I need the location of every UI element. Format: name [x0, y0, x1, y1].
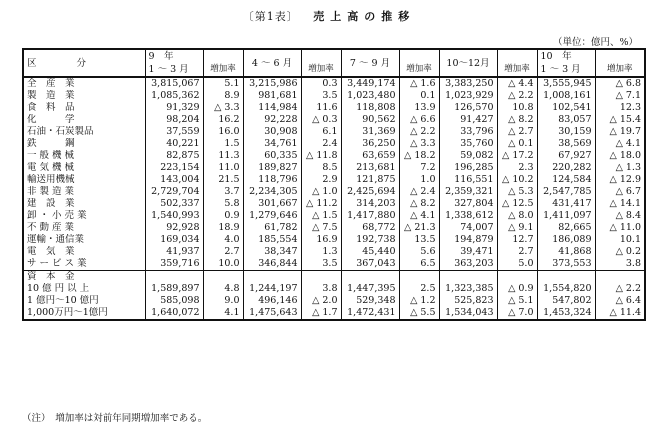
table-row — [23, 90, 645, 102]
value-cell: 126,570 — [439, 102, 497, 114]
rate-cell: △ 3.3 — [399, 138, 439, 150]
rate-cell: △ 1.5 — [301, 210, 341, 222]
value-cell — [537, 271, 595, 284]
rate-cell: △ 0.9 — [497, 283, 537, 295]
rate-cell: △ 12.9 — [595, 174, 645, 186]
header-period-5-line1: 10 年 — [540, 51, 572, 62]
value-cell: 3,383,250 — [439, 77, 497, 90]
value-cell: 31,369 — [341, 126, 399, 138]
rate-cell: △ 18.2 — [399, 150, 439, 162]
rate-cell: △ 6.4 — [595, 295, 645, 307]
rate-cell: 3.5 — [301, 90, 341, 102]
value-cell: 40,221 — [145, 138, 203, 150]
rate-cell: △ 6.6 — [399, 114, 439, 126]
rate-cell — [203, 271, 243, 284]
value-cell: 116,551 — [439, 174, 497, 186]
value-cell: 1,008,161 — [537, 90, 595, 102]
value-cell: 529,348 — [341, 295, 399, 307]
value-cell: 186,089 — [537, 234, 595, 246]
header-rate-3: 増加率 — [399, 49, 439, 77]
value-cell: 196,285 — [439, 162, 497, 174]
value-cell: 192,738 — [341, 234, 399, 246]
row-label: 10 億 円 以 上 — [23, 283, 145, 295]
row-label: 化 学 — [23, 114, 145, 126]
row-label: サ ー ビ ス 業 — [23, 258, 145, 271]
value-cell: 1,475,643 — [243, 307, 301, 320]
row-label: 輸送用機械 — [23, 174, 145, 186]
rate-cell: △ 18.0 — [595, 150, 645, 162]
value-cell: 33,796 — [439, 126, 497, 138]
rate-cell — [595, 271, 645, 284]
value-cell: 2,234,305 — [243, 186, 301, 198]
value-cell: 3,555,945 — [537, 77, 595, 90]
rate-cell: 0.9 — [203, 210, 243, 222]
table-main-title: 売上高の推移 — [313, 10, 416, 23]
rate-cell: △ 6.8 — [595, 77, 645, 90]
row-label: 1 億円～10 億円 — [23, 295, 145, 307]
header-category: 区分 — [23, 49, 145, 77]
value-cell: 981,681 — [243, 90, 301, 102]
row-label: 一 般 機 械 — [23, 150, 145, 162]
row-label: 非 製 造 業 — [23, 186, 145, 198]
table-body — [23, 77, 645, 320]
rate-cell: △ 0.1 — [497, 138, 537, 150]
rate-cell: △ 6.7 — [595, 186, 645, 198]
value-cell: 1,085,362 — [145, 90, 203, 102]
rate-cell: △ 0.3 — [301, 114, 341, 126]
table-row — [23, 234, 645, 246]
table-row — [23, 126, 645, 138]
rate-cell: 11.6 — [301, 102, 341, 114]
value-cell: 1,323,385 — [439, 283, 497, 295]
rate-cell: △ 4.1 — [595, 138, 645, 150]
value-cell: 189,827 — [243, 162, 301, 174]
table-row — [23, 198, 645, 210]
value-cell: 1,279,646 — [243, 210, 301, 222]
rate-cell: △ 19.7 — [595, 126, 645, 138]
value-cell: 359,716 — [145, 258, 203, 271]
value-cell: 169,034 — [145, 234, 203, 246]
rate-cell: △ 11.4 — [595, 307, 645, 320]
rate-cell: 2.7 — [497, 246, 537, 258]
rate-cell: 5.8 — [203, 198, 243, 210]
value-cell: 1,023,929 — [439, 90, 497, 102]
value-cell: 3,449,174 — [341, 77, 399, 90]
rate-cell: △ 8.2 — [399, 198, 439, 210]
row-label: 食 料 品 — [23, 102, 145, 114]
value-cell: 67,927 — [537, 150, 595, 162]
table-row — [23, 295, 645, 307]
value-cell — [439, 271, 497, 284]
rate-cell: △ 2.4 — [399, 186, 439, 198]
value-cell: 223,154 — [145, 162, 203, 174]
rate-cell: △ 14.1 — [595, 198, 645, 210]
rate-cell: △ 1.7 — [301, 307, 341, 320]
rate-cell: △ 7.0 — [497, 307, 537, 320]
rate-cell: 6.5 — [399, 258, 439, 271]
rate-cell: 21.5 — [203, 174, 243, 186]
rate-cell: △ 8.0 — [497, 210, 537, 222]
rate-cell: 18.9 — [203, 222, 243, 234]
rate-cell: △ 15.4 — [595, 114, 645, 126]
rate-cell: △ 9.1 — [497, 222, 537, 234]
value-cell: 114,984 — [243, 102, 301, 114]
rate-cell: 12.7 — [497, 234, 537, 246]
value-cell: 92,228 — [243, 114, 301, 126]
value-cell: 102,541 — [537, 102, 595, 114]
value-cell: 1,417,880 — [341, 210, 399, 222]
header-rate-5: 増加率 — [595, 49, 645, 77]
sales-table — [22, 48, 646, 321]
rate-cell: 12.3 — [595, 102, 645, 114]
rate-cell: 1.5 — [203, 138, 243, 150]
value-cell: 1,244,197 — [243, 283, 301, 295]
value-cell: 547,802 — [537, 295, 595, 307]
value-cell: 30,159 — [537, 126, 595, 138]
table-row — [23, 283, 645, 295]
value-cell: 367,043 — [341, 258, 399, 271]
rate-cell: 4.0 — [203, 234, 243, 246]
table-row — [23, 186, 645, 198]
rate-cell: 3.7 — [203, 186, 243, 198]
table-row — [23, 162, 645, 174]
rate-cell: △ 11.8 — [301, 150, 341, 162]
value-cell — [341, 271, 399, 284]
value-cell — [243, 271, 301, 284]
row-label: 資 本 金 — [23, 271, 145, 284]
value-cell: 38,347 — [243, 246, 301, 258]
value-cell: 1,453,324 — [537, 307, 595, 320]
header-rate-4: 増加率 — [497, 49, 537, 77]
value-cell: 3,815,067 — [145, 77, 203, 90]
table-row — [23, 77, 645, 90]
rate-cell: 11.3 — [203, 150, 243, 162]
header-row — [23, 49, 645, 77]
value-cell: 34,761 — [243, 138, 301, 150]
value-cell: 91,427 — [439, 114, 497, 126]
rate-cell: △ 5.1 — [497, 295, 537, 307]
header-period-2: 4 ～ 6 月 — [243, 49, 301, 77]
row-label: 電 気 機 械 — [23, 162, 145, 174]
footnote: （注） 増加率は対前年同期増加率である。 — [22, 413, 208, 424]
value-cell: 37,559 — [145, 126, 203, 138]
table-row — [23, 114, 645, 126]
rate-cell: △ 12.5 — [497, 198, 537, 210]
table-number: 〔第1表〕 — [242, 10, 299, 23]
value-cell: 45,440 — [341, 246, 399, 258]
value-cell: 90,562 — [341, 114, 399, 126]
value-cell: 35,760 — [439, 138, 497, 150]
value-cell: 1,472,431 — [341, 307, 399, 320]
table-row — [23, 138, 645, 150]
table-row — [23, 271, 645, 284]
value-cell: 83,057 — [537, 114, 595, 126]
value-cell: 82,875 — [145, 150, 203, 162]
rate-cell: △ 5.3 — [497, 186, 537, 198]
rate-cell: 10.1 — [595, 234, 645, 246]
value-cell: 314,203 — [341, 198, 399, 210]
value-cell: 502,337 — [145, 198, 203, 210]
unit-note: （単位：億円、%） — [552, 37, 638, 48]
rate-cell: 13.5 — [399, 234, 439, 246]
table-row — [23, 150, 645, 162]
value-cell: 74,007 — [439, 222, 497, 234]
value-cell: 213,681 — [341, 162, 399, 174]
value-cell: 194,879 — [439, 234, 497, 246]
value-cell: 431,417 — [537, 198, 595, 210]
rate-cell: 1.3 — [301, 246, 341, 258]
header-period-1 — [145, 49, 203, 77]
rate-cell: 16.0 — [203, 126, 243, 138]
row-label: 石油・石炭製品 — [23, 126, 145, 138]
row-label: 運輸・通信業 — [23, 234, 145, 246]
row-label: 不 動 産 業 — [23, 222, 145, 234]
value-cell: 585,098 — [145, 295, 203, 307]
rate-cell: 16.9 — [301, 234, 341, 246]
value-cell: 121,875 — [341, 174, 399, 186]
rate-cell: △ 21.3 — [399, 222, 439, 234]
value-cell: 1,540,993 — [145, 210, 203, 222]
value-cell: 68,772 — [341, 222, 399, 234]
rate-cell: △ 2.2 — [595, 283, 645, 295]
rate-cell: △ 2.2 — [399, 126, 439, 138]
rate-cell: △ 8.2 — [497, 114, 537, 126]
rate-cell — [399, 271, 439, 284]
header-period-5 — [537, 49, 595, 77]
rate-cell — [301, 271, 341, 284]
value-cell: 41,937 — [145, 246, 203, 258]
rate-cell: 2.7 — [203, 246, 243, 258]
value-cell: 525,823 — [439, 295, 497, 307]
header-period-5-line2: 1 ～ 3 月 — [540, 64, 581, 75]
rate-cell: 10.8 — [497, 102, 537, 114]
row-label: 製 造 業 — [23, 90, 145, 102]
value-cell: 301,667 — [243, 198, 301, 210]
value-cell: 118,796 — [243, 174, 301, 186]
value-cell: 185,554 — [243, 234, 301, 246]
row-label: 電 気 業 — [23, 246, 145, 258]
row-label: 全 産 業 — [23, 77, 145, 90]
rate-cell: △ 17.2 — [497, 150, 537, 162]
rate-cell: △ 1.6 — [399, 77, 439, 90]
value-cell: 92,928 — [145, 222, 203, 234]
rate-cell: 10.0 — [203, 258, 243, 271]
value-cell: 82,665 — [537, 222, 595, 234]
value-cell: 36,250 — [341, 138, 399, 150]
value-cell: 60,335 — [243, 150, 301, 162]
value-cell: 327,804 — [439, 198, 497, 210]
value-cell: 346,844 — [243, 258, 301, 271]
value-cell: 1,023,480 — [341, 90, 399, 102]
value-cell: 118,808 — [341, 102, 399, 114]
rate-cell: 5.0 — [497, 258, 537, 271]
value-cell: 1,447,395 — [341, 283, 399, 295]
value-cell: 363,203 — [439, 258, 497, 271]
value-cell: 2,425,694 — [341, 186, 399, 198]
value-cell: 1,411,097 — [537, 210, 595, 222]
value-cell: 1,554,820 — [537, 283, 595, 295]
value-cell: 39,471 — [439, 246, 497, 258]
row-label: 卸 ・ 小 売 業 — [23, 210, 145, 222]
rate-cell — [497, 271, 537, 284]
value-cell: 38,569 — [537, 138, 595, 150]
rate-cell: △ 11.2 — [301, 198, 341, 210]
rate-cell: 7.2 — [399, 162, 439, 174]
rate-cell: 3.8 — [301, 283, 341, 295]
rate-cell: 9.0 — [203, 295, 243, 307]
header-period-1-line1: 9 年 — [148, 51, 174, 62]
rate-cell: △ 7.5 — [301, 222, 341, 234]
row-label: 建 設 業 — [23, 198, 145, 210]
value-cell: 1,534,043 — [439, 307, 497, 320]
header-rate-1: 増加率 — [203, 49, 243, 77]
rate-cell: △ 7.1 — [595, 90, 645, 102]
rate-cell: 2.9 — [301, 174, 341, 186]
rate-cell: △ 8.4 — [595, 210, 645, 222]
value-cell: 124,584 — [537, 174, 595, 186]
rate-cell: 0.1 — [399, 90, 439, 102]
value-cell: 1,640,072 — [145, 307, 203, 320]
rate-cell: △ 2.7 — [497, 126, 537, 138]
header-period-1-line2: 1 ～ 3 月 — [148, 64, 189, 75]
value-cell: 2,359,321 — [439, 186, 497, 198]
table-title — [0, 8, 658, 24]
rate-cell: △ 5.5 — [399, 307, 439, 320]
rate-cell: 8.9 — [203, 90, 243, 102]
rate-cell: 16.2 — [203, 114, 243, 126]
value-cell: 1,589,897 — [145, 283, 203, 295]
rate-cell: △ 1.3 — [595, 162, 645, 174]
row-label: 鉄 鋼 — [23, 138, 145, 150]
rate-cell: △ 1.2 — [399, 295, 439, 307]
table-row — [23, 174, 645, 186]
value-cell: 143,004 — [145, 174, 203, 186]
value-cell: 2,547,785 — [537, 186, 595, 198]
rate-cell: △ 2.0 — [301, 295, 341, 307]
rate-cell: 0.3 — [301, 77, 341, 90]
rate-cell: 8.5 — [301, 162, 341, 174]
table-row — [23, 222, 645, 234]
table-row — [23, 246, 645, 258]
rate-cell: △ 11.0 — [595, 222, 645, 234]
value-cell: 98,204 — [145, 114, 203, 126]
rate-cell: 5.1 — [203, 77, 243, 90]
value-cell: 61,782 — [243, 222, 301, 234]
value-cell: 496,146 — [243, 295, 301, 307]
header-period-4: 10～12月 — [439, 49, 497, 77]
table-row — [23, 210, 645, 222]
rate-cell: △ 10.2 — [497, 174, 537, 186]
value-cell: 2,729,704 — [145, 186, 203, 198]
value-cell: 59,082 — [439, 150, 497, 162]
value-cell: 91,329 — [145, 102, 203, 114]
value-cell: 1,338,612 — [439, 210, 497, 222]
value-cell: 63,659 — [341, 150, 399, 162]
table-row — [23, 102, 645, 114]
header-rate-2: 増加率 — [301, 49, 341, 77]
rate-cell: 2.5 — [399, 283, 439, 295]
rate-cell: 1.0 — [399, 174, 439, 186]
rate-cell: 3.5 — [301, 258, 341, 271]
rate-cell: 2.3 — [497, 162, 537, 174]
rate-cell: 13.9 — [399, 102, 439, 114]
rate-cell: 11.0 — [203, 162, 243, 174]
rate-cell: △ 2.2 — [497, 90, 537, 102]
rate-cell: 4.1 — [203, 307, 243, 320]
rate-cell: 4.8 — [203, 283, 243, 295]
value-cell: 3,215,986 — [243, 77, 301, 90]
rate-cell: △ 4.4 — [497, 77, 537, 90]
rate-cell: △ 0.2 — [595, 246, 645, 258]
value-cell: 41,868 — [537, 246, 595, 258]
value-cell: 30,908 — [243, 126, 301, 138]
value-cell — [145, 271, 203, 284]
rate-cell: 6.1 — [301, 126, 341, 138]
rate-cell: 3.8 — [595, 258, 645, 271]
rate-cell: 5.6 — [399, 246, 439, 258]
value-cell: 220,282 — [537, 162, 595, 174]
value-cell: 373,553 — [537, 258, 595, 271]
header-period-3: 7 ～ 9 月 — [341, 49, 399, 77]
row-label: 1,000万円～1億円 — [23, 307, 145, 320]
rate-cell: △ 3.3 — [203, 102, 243, 114]
rate-cell: △ 1.0 — [301, 186, 341, 198]
table-row — [23, 258, 645, 271]
rate-cell: △ 4.1 — [399, 210, 439, 222]
table-row — [23, 307, 645, 320]
rate-cell: 2.4 — [301, 138, 341, 150]
